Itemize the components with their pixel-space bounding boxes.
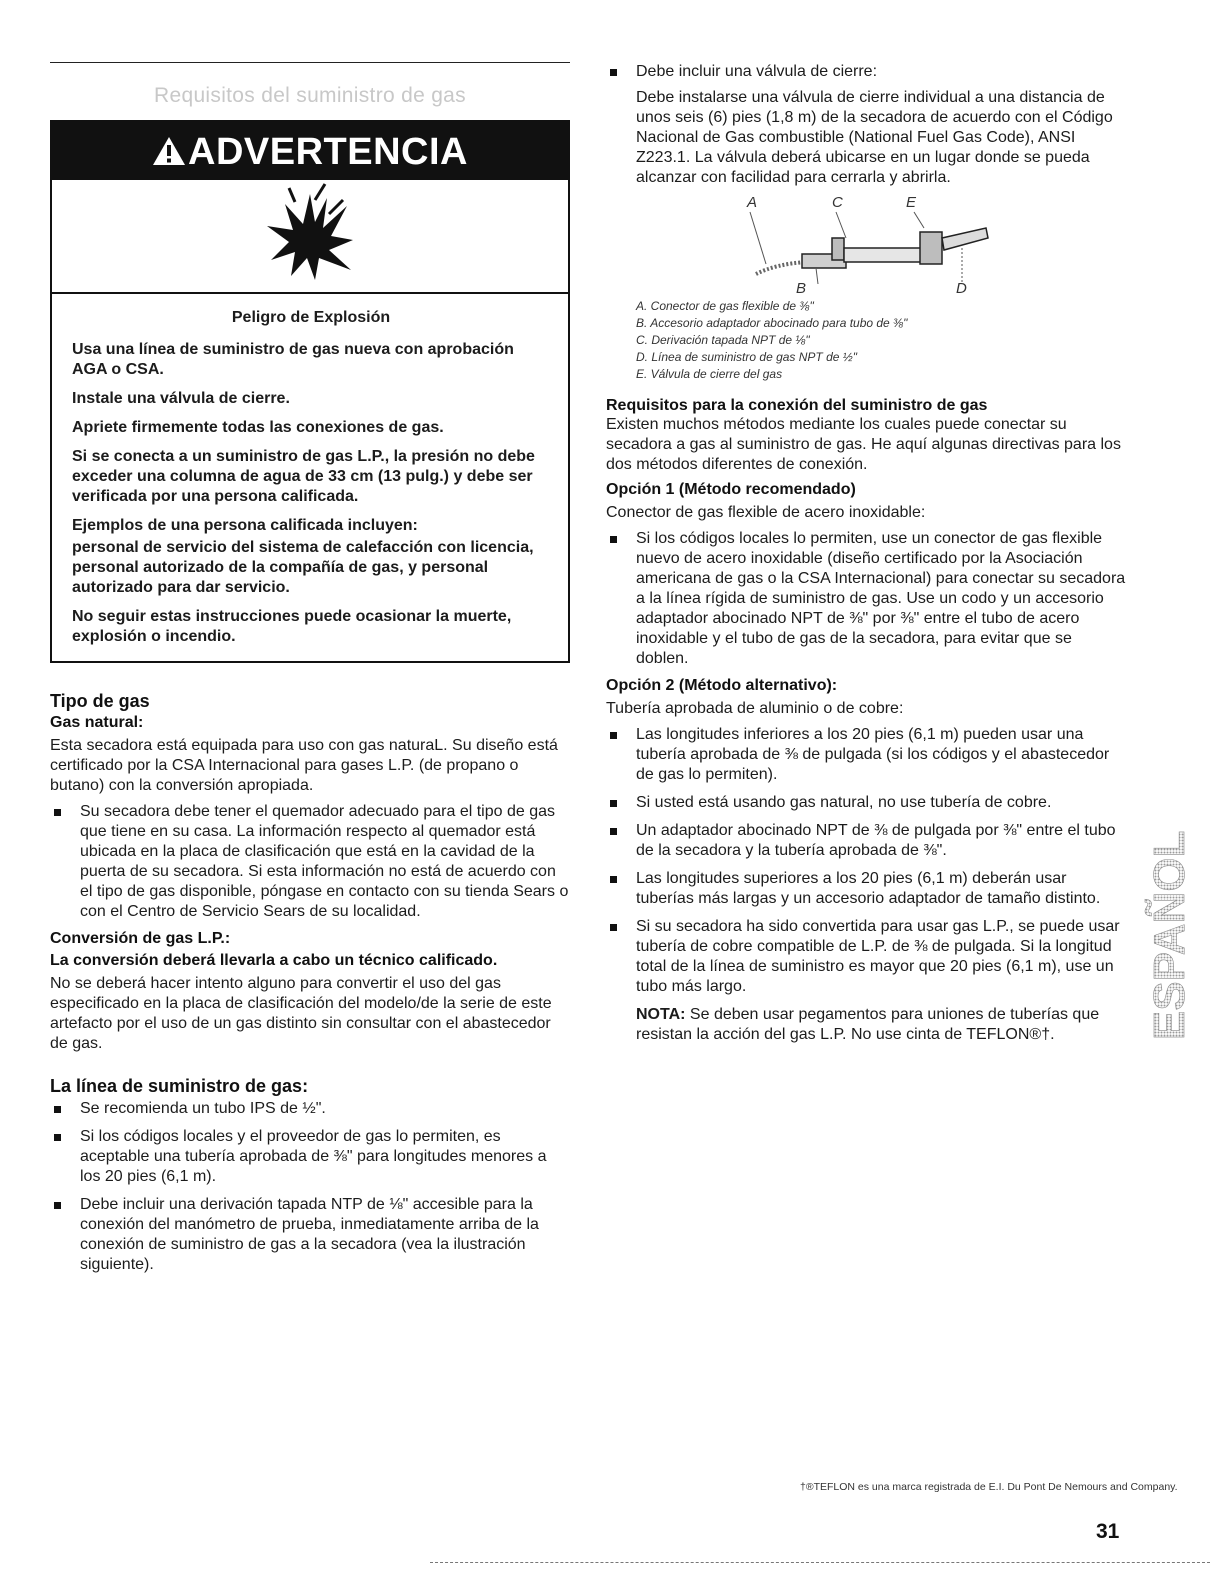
side-tab-text: ESPAÑOL <box>1145 830 1194 1040</box>
linea-suministro-heading: La línea de suministro de gas: <box>50 1076 309 1096</box>
left-column <box>50 62 570 1283</box>
gas-pipe-illustration <box>606 208 1126 288</box>
valve-text: Debe instalarse una válvula de cierre individual a una distancia de unos seis (6) pies (1,8 m) de la secadora de acuerdo con el Código Nacional de Gas combustible (National Fuel Gas Code), ANSI Z223.1. La válvula deberá ubicarse en un lugar donde se pueda alcanzar con facilidad para cerrarla y abrirla. <box>636 89 1113 186</box>
list-item: Su secadora debe tener el quemador adecuado para el tipo de gas que tiene en su casa. La información respecto al quemador está ubicada en la placa de clasificación que está en la cavidad de la puerta de su secadora. Si esta información no está de acuerdo con el tipo de gas disponible, póngase en contacto con su tienda Sears o con el Centro de Servicio Sears de su localidad. <box>50 802 570 922</box>
legend-item: A. Conector de gas flexible de ⅜" <box>636 299 814 313</box>
warning-line: Apriete firmemente todas las conexiones de gas. <box>72 419 444 436</box>
list-item: Las longitudes superiores a los 20 pies (6,1 m) deberán usar tuberías más largas y un accesorio adaptador de tamaño distinto. <box>606 869 1126 909</box>
list-item: Si los códigos locales y el proveedor de gas lo permiten, es aceptable una tubería aprobada de ⅜" para longitudes menores a los 20 pies (6,1 m). <box>50 1127 570 1187</box>
linea-list <box>50 1099 570 1275</box>
conversion-text: No se deberá hacer intento alguno para convertir el uso del gas especificado en la placa de clasificación del modelo/de la serie de este artefacto por el uso de un gas distinto sin consultar con el abastecedor de gas. <box>50 975 552 1052</box>
list-item: Si usted está usando gas natural, no use tubería de cobre. <box>606 793 1126 813</box>
warning-header <box>52 122 568 180</box>
figure-legend <box>606 298 1126 383</box>
list-item: Si su secadora ha sido convertida para usar gas L.P., se puede usar tubería de cobre compatible de L.P. de ⅜ de pulgada. Si la longitud total de la línea de suministro es mayor que 20 pies (6,1 m), use un tubo más largo. <box>606 917 1126 997</box>
warning-danger: Peligro de Explosión <box>231 309 391 326</box>
opcion2-list <box>606 725 1126 997</box>
opcion1-heading: Opción 1 (Método recomendado) <box>606 481 856 498</box>
figure-label-a: A <box>747 194 758 211</box>
nota-label: NOTA: <box>636 1006 686 1023</box>
warning-line: Usa una línea de suministro de gas nueva con aprobación AGA o CSA. <box>72 341 514 378</box>
legend-item: E. Válvula de cierre del gas <box>636 367 783 381</box>
conversion-label: Conversión de gas L.P.: <box>50 930 231 947</box>
tipo-de-gas-heading: Tipo de gas <box>50 691 150 711</box>
conexion-text: Existen muchos métodos mediante los cuales puede conectar su secadora a gas al suministro de gas. He aquí algunas directivas para los dos métodos diferentes de conexión. <box>606 416 1121 473</box>
opcion2-heading: Opción 2 (Método alternativo): <box>606 677 838 694</box>
warning-line: Instale una válvula de cierre. <box>72 390 290 407</box>
figure-label-e: E <box>906 194 917 211</box>
figure-label-d: D <box>956 280 967 297</box>
bottom-rule <box>430 1562 1210 1563</box>
legend-item: C. Derivación tapada NPT de ⅛" <box>636 333 810 347</box>
list-item: Debe incluir una derivación tapada NTP de ⅛" accesible para la conexión del manómetro de prueba, inmediatamente arriba de la conexión de suministro de gas a la secadora (vea la ilustración siguiente). <box>50 1195 570 1275</box>
warning-triangle-icon <box>152 124 186 184</box>
section-heading: Requisitos del suministro de gas <box>154 84 466 107</box>
list-item: Se recomienda un tubo IPS de ½". <box>50 1099 570 1119</box>
gas-connection-figure <box>606 194 1126 298</box>
nota-text: Se deben usar pegamentos para uniones de tuberías que resistan la acción del gas L.P. No use cinta de TEFLON®†. <box>636 1006 1100 1043</box>
warning-title: ADVERTENCIA <box>188 131 468 173</box>
legend-item: B. Accesorio adaptador abocinado para tubo de ⅜" <box>636 316 908 330</box>
warning-line: personal de servicio del sistema de calefacción con licencia, personal autorizado de la compañía de gas, y personal autorizado para dar servicio. <box>72 539 534 596</box>
gas-natural-text: Esta secadora está equipada para uso con gas naturaL. Su diseño está certificado por la CSA Internacional para gases L.P. (de propano o butano) con la conversión apropiada. <box>50 737 558 794</box>
list-item: Si los códigos locales lo permiten, use un conector de gas flexible nuevo de acero inoxidable (diseño certificado por la Asociación americana de gas o la CSA Internacional) para conectar su secadora a la línea rígida de suministro de gas. Use un codo y un accesorio adaptador abocinado NPT de ⅜" por ⅜" entre el tubo de acero inoxidable y el tubo de gas de la secadora, para evitar que se doblen. <box>606 529 1126 669</box>
warning-symbol <box>52 180 568 294</box>
list-item: Las longitudes inferiores a los 20 pies (6,1 m) pueden usar una tubería aprobada de ⅜ de pulgada (si los códigos y el abastecedor de gas lo permiten). <box>606 725 1126 785</box>
language-side-tab <box>1145 820 1194 1052</box>
explosion-icon <box>255 180 365 290</box>
nota <box>606 1005 1126 1045</box>
warning-line: Ejemplos de una persona calificada incluyen: <box>72 517 418 534</box>
conexion-heading: Requisitos para la conexión del suministro de gas <box>606 397 988 414</box>
valve-list <box>606 62 1126 82</box>
gas-natural-list <box>50 802 570 922</box>
list-item: Un adaptador abocinado NPT de ⅜ de pulgada por ⅜" entre el tubo de la secadora y la tubería aprobada de ⅜". <box>606 821 1126 861</box>
warning-line: Si se conecta a un suministro de gas L.P., la presión no debe exceder una columna de agua de 33 cm (13 pulg.) y debe ser verificada por una persona calificada. <box>72 448 535 505</box>
figure-label-c: C <box>832 194 843 211</box>
footnote: †®TEFLON es una marca registrada de E.I. Du Pont De Nemours and Company. <box>800 1481 1178 1493</box>
right-column <box>606 62 1126 1051</box>
legend-item: D. Línea de suministro de gas NPT de ½" <box>636 350 858 364</box>
gas-natural-label: Gas natural: <box>50 714 144 731</box>
page-number: 31 <box>1096 1520 1120 1543</box>
warning-box <box>50 120 570 663</box>
conversion-bold: La conversión deberá llevarla a cabo un técnico calificado. <box>50 952 498 969</box>
top-rule <box>50 62 570 63</box>
opcion1-list <box>606 529 1126 669</box>
warning-body <box>52 294 568 661</box>
list-item: Debe incluir una válvula de cierre: <box>606 62 1126 82</box>
opcion2-intro: Tubería aprobada de aluminio o de cobre: <box>606 700 904 717</box>
figure-label-b: B <box>796 280 807 297</box>
warning-line: No seguir estas instrucciones puede ocasionar la muerte, explosión o incendio. <box>72 608 512 645</box>
opcion1-intro: Conector de gas flexible de acero inoxidable: <box>606 504 926 521</box>
